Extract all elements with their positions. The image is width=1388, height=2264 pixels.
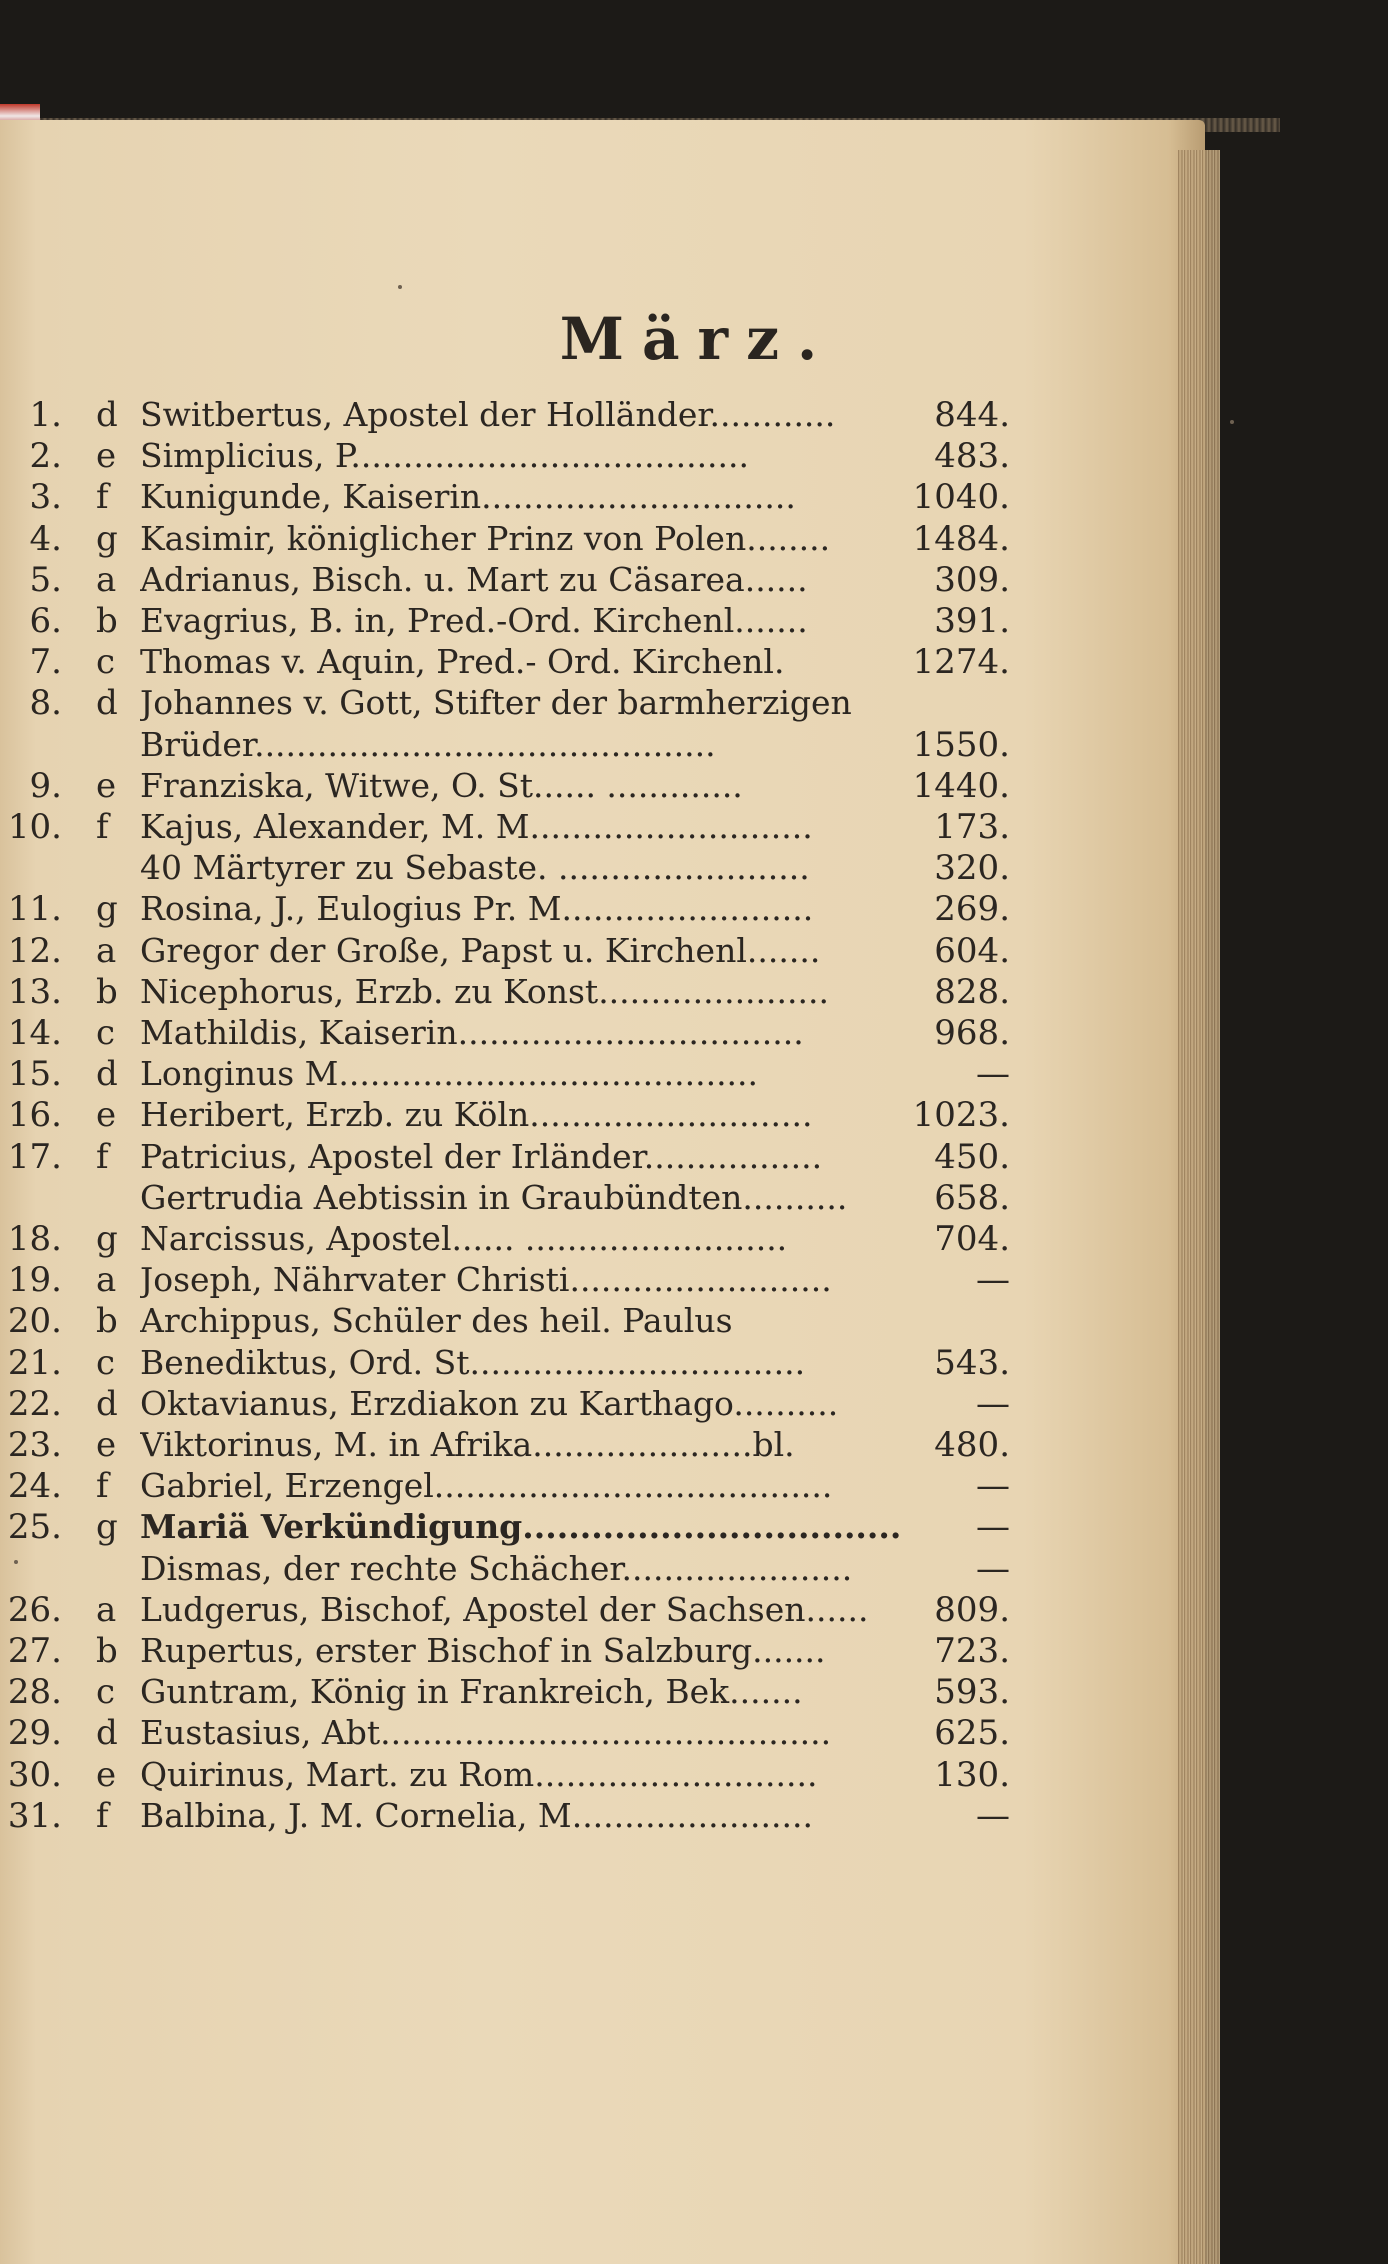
- calendar-row: [0, 1631, 1205, 1671]
- calendar-row: [0, 642, 1205, 682]
- dominical-letter: d: [96, 395, 118, 435]
- year-value: 269.: [934, 889, 1010, 930]
- saint-name: Rupertus, erster Bischof in Salzburg.......: [140, 1631, 826, 1670]
- calendar-row: [0, 1713, 1205, 1753]
- dominical-letter: b: [96, 1301, 118, 1342]
- day-number: 8.: [29, 683, 62, 724]
- dominical-letter: e: [96, 765, 117, 806]
- calendar-row: [0, 766, 1205, 806]
- day-number: 30.: [7, 1754, 62, 1795]
- dominical-letter: f: [96, 1466, 109, 1507]
- calendar-row: [0, 1095, 1205, 1135]
- year-value: 809.: [934, 1589, 1010, 1630]
- dominical-letter: c: [96, 642, 116, 683]
- saint-name: Simplicius, P......................................: [140, 436, 750, 476]
- calendar-row: [0, 1796, 1205, 1836]
- day-number: 21.: [7, 1342, 62, 1383]
- year-value: —: [976, 1548, 1010, 1589]
- day-number: 9.: [29, 765, 62, 806]
- year-value: —: [976, 1507, 1010, 1548]
- calendar-row: [0, 1549, 1205, 1589]
- year-value: 480.: [934, 1425, 1010, 1465]
- dominical-letter: b: [96, 1631, 118, 1671]
- day-number: 20.: [7, 1301, 62, 1342]
- day-number: 29.: [7, 1713, 62, 1754]
- day-number: 23.: [7, 1425, 62, 1465]
- saint-name: Joseph, Nährvater Christi.........................: [140, 1260, 832, 1300]
- year-value: 1023.: [912, 1095, 1010, 1136]
- saint-name: Narcissus, Apostel...... .........................: [140, 1219, 788, 1258]
- day-number: 27.: [7, 1631, 62, 1671]
- day-number: 19.: [7, 1260, 62, 1301]
- year-value: 543.: [934, 1342, 1010, 1383]
- saint-name: Longinus M........................................: [140, 1054, 759, 1094]
- day-number: 31.: [7, 1795, 62, 1836]
- dominical-letter: f: [96, 1795, 109, 1836]
- day-number: 4.: [29, 518, 62, 559]
- dominical-letter: g: [96, 889, 118, 930]
- calendar-row: [0, 1672, 1205, 1712]
- dominical-letter: e: [96, 1425, 117, 1465]
- saint-name: Patricius, Apostel der Irländer.................: [140, 1136, 823, 1176]
- day-number: 18.: [7, 1219, 62, 1259]
- day-number: 12.: [7, 930, 62, 971]
- saint-name: Balbina, J. M. Cornelia, M.......................: [140, 1795, 813, 1835]
- calendar-row: [0, 1466, 1205, 1506]
- saint-name: Guntram, König in Frankreich, Bek.......: [140, 1672, 803, 1712]
- dominical-letter: d: [96, 1054, 118, 1095]
- saint-name: Heribert, Erzb. zu Köln...........................: [140, 1095, 813, 1135]
- dominical-letter: a: [96, 930, 117, 971]
- day-number: 11.: [7, 889, 62, 930]
- year-value: 828.: [934, 971, 1010, 1012]
- year-value: 604.: [934, 930, 1010, 971]
- calendar-row: [0, 1384, 1205, 1424]
- calendar-row: [0, 848, 1205, 888]
- year-value: 1484.: [912, 518, 1010, 559]
- year-value: 968.: [934, 1013, 1010, 1053]
- day-number: 28.: [7, 1672, 62, 1713]
- saint-name: Viktorinus, M. in Afrika.....................bl.: [140, 1425, 795, 1464]
- calendar-row: [0, 560, 1205, 600]
- day-number: 22.: [7, 1383, 62, 1424]
- dominical-letter: e: [96, 1754, 117, 1795]
- year-value: —: [976, 1054, 1010, 1095]
- saint-name: Kunigunde, Kaiserin..............................: [140, 477, 796, 517]
- calendar-row: [0, 1260, 1205, 1300]
- saint-name: 40 Märtyrer zu Sebaste. ........................: [140, 848, 810, 888]
- paper-speck: [398, 285, 402, 289]
- year-value: 320.: [934, 848, 1010, 889]
- year-value: 1274.: [912, 642, 1010, 683]
- day-number: 17.: [7, 1136, 62, 1177]
- dominical-letter: d: [96, 683, 118, 724]
- calendar-row: [0, 1137, 1205, 1177]
- year-value: 1440.: [912, 765, 1010, 806]
- calendar-row: [0, 1755, 1205, 1795]
- year-value: —: [976, 1795, 1010, 1836]
- saint-name: Brüder............................................: [140, 724, 716, 764]
- calendar-row: [0, 436, 1205, 476]
- saint-name: Johannes v. Gott, Stifter der barmherzigen: [140, 683, 852, 723]
- year-value: 130.: [934, 1754, 1010, 1795]
- day-number: 15.: [7, 1054, 62, 1095]
- day-number: 3.: [29, 477, 62, 518]
- page-title: März.: [559, 305, 836, 373]
- saint-name: Switbertus, Apostel der Holländer............: [140, 395, 836, 434]
- dominical-letter: c: [96, 1672, 116, 1713]
- dominical-letter: a: [96, 1589, 117, 1630]
- saint-name: Benediktus, Ord. St................................: [140, 1342, 806, 1382]
- year-value: 593.: [934, 1672, 1010, 1713]
- calendar-row: [0, 395, 1205, 435]
- saint-name: Archippus, Schüler des heil. Paulus: [140, 1301, 733, 1341]
- calendar-row: [0, 477, 1205, 517]
- year-value: 309.: [934, 559, 1010, 600]
- saint-name: Eustasius, Abt...........................................: [140, 1713, 832, 1753]
- saint-name: Kajus, Alexander, M. M...........................: [140, 807, 813, 846]
- day-number: 14.: [7, 1013, 62, 1053]
- paper-speck: [14, 1560, 18, 1564]
- dominical-letter: d: [96, 1713, 118, 1754]
- calendar-row: [0, 1301, 1205, 1341]
- calendar-row: [0, 1013, 1205, 1053]
- saint-name: Kasimir, königlicher Prinz von Polen........: [140, 518, 831, 558]
- year-value: 723.: [934, 1631, 1010, 1671]
- year-value: —: [976, 1383, 1010, 1424]
- paper-speck: [1230, 420, 1234, 424]
- day-number: 24.: [7, 1466, 62, 1507]
- calendar-row: [0, 601, 1205, 641]
- saint-name: Ludgerus, Bischof, Apostel der Sachsen......: [140, 1589, 869, 1629]
- dominical-letter: g: [96, 1507, 118, 1548]
- day-number: 2.: [29, 436, 62, 477]
- day-number: 13.: [7, 971, 62, 1012]
- year-value: 1550.: [912, 724, 1010, 765]
- saint-name: Mathildis, Kaiserin.................................: [140, 1013, 804, 1052]
- dominical-letter: a: [96, 559, 117, 600]
- day-number: 25.: [7, 1507, 62, 1548]
- year-value: —: [976, 1260, 1010, 1301]
- calendar-row: [0, 1507, 1205, 1547]
- year-value: 625.: [934, 1713, 1010, 1754]
- dominical-letter: e: [96, 1095, 117, 1136]
- dominical-letter: g: [96, 518, 118, 559]
- saint-name: Thomas v. Aquin, Pred.- Ord. Kirchenl.: [140, 642, 785, 682]
- day-number: 10.: [7, 807, 62, 847]
- year-value: 173.: [934, 807, 1010, 847]
- saint-name: Gabriel, Erzengel......................................: [140, 1466, 833, 1506]
- dominical-letter: g: [96, 1219, 118, 1259]
- year-value: 658.: [934, 1177, 1010, 1218]
- saint-name: Rosina, J., Eulogius Pr. M........................: [140, 889, 814, 929]
- day-number: 7.: [29, 642, 62, 683]
- year-value: 844.: [934, 395, 1010, 435]
- dominical-letter: f: [96, 1136, 109, 1177]
- dominical-letter: c: [96, 1342, 116, 1383]
- calendar-row: [0, 519, 1205, 559]
- calendar-row: [0, 1425, 1205, 1465]
- day-number: 5.: [29, 559, 62, 600]
- calendar-row: [0, 1054, 1205, 1094]
- dominical-letter: e: [96, 436, 117, 477]
- dominical-letter: b: [96, 971, 118, 1012]
- year-value: 704.: [934, 1219, 1010, 1259]
- day-number: 26.: [7, 1589, 62, 1630]
- calendar-row: [0, 1178, 1205, 1218]
- saint-name: Franziska, Witwe, O. St...... .............: [140, 765, 743, 805]
- dominical-letter: b: [96, 601, 118, 641]
- saint-name: Evagrius, B. in, Pred.-Ord. Kirchenl.......: [140, 601, 808, 640]
- calendar-row: [0, 1343, 1205, 1383]
- saint-name: Adrianus, Bisch. u. Mart zu Cäsarea......: [140, 559, 808, 599]
- dominical-letter: c: [96, 1013, 116, 1053]
- saint-name: Oktavianus, Erzdiakon zu Karthago..........: [140, 1383, 839, 1423]
- calendar-row: [0, 931, 1205, 971]
- dominical-letter: d: [96, 1383, 118, 1424]
- day-number: 16.: [7, 1095, 62, 1136]
- dominical-letter: f: [96, 477, 109, 518]
- dominical-letter: f: [96, 807, 109, 847]
- saint-name: Nicephorus, Erzb. zu Konst......................: [140, 971, 829, 1011]
- year-value: 1040.: [912, 477, 1010, 518]
- calendar-row: [0, 889, 1205, 929]
- day-number: 6.: [29, 601, 62, 641]
- calendar-row: [0, 683, 1205, 723]
- dominical-letter: a: [96, 1260, 117, 1301]
- calendar-row: [0, 1590, 1205, 1630]
- day-number: 1.: [29, 395, 62, 435]
- saint-name: Gregor der Große, Papst u. Kirchenl.......: [140, 930, 821, 970]
- saint-name: Dismas, der rechte Schächer......................: [140, 1548, 853, 1588]
- calendar-row: [0, 725, 1205, 765]
- year-value: 450.: [934, 1136, 1010, 1177]
- saint-name: Gertrudia Aebtissin in Graubündten..........: [140, 1177, 848, 1217]
- calendar-row: [0, 972, 1205, 1012]
- year-value: 391.: [934, 601, 1010, 641]
- saint-name: Quirinus, Mart. zu Rom...........................: [140, 1754, 818, 1794]
- calendar-row: [0, 1219, 1205, 1259]
- year-value: —: [976, 1466, 1010, 1507]
- calendar-row: [0, 807, 1205, 847]
- saint-name: Mariä Verkündigung.................................: [140, 1507, 902, 1547]
- year-value: 483.: [934, 436, 1010, 477]
